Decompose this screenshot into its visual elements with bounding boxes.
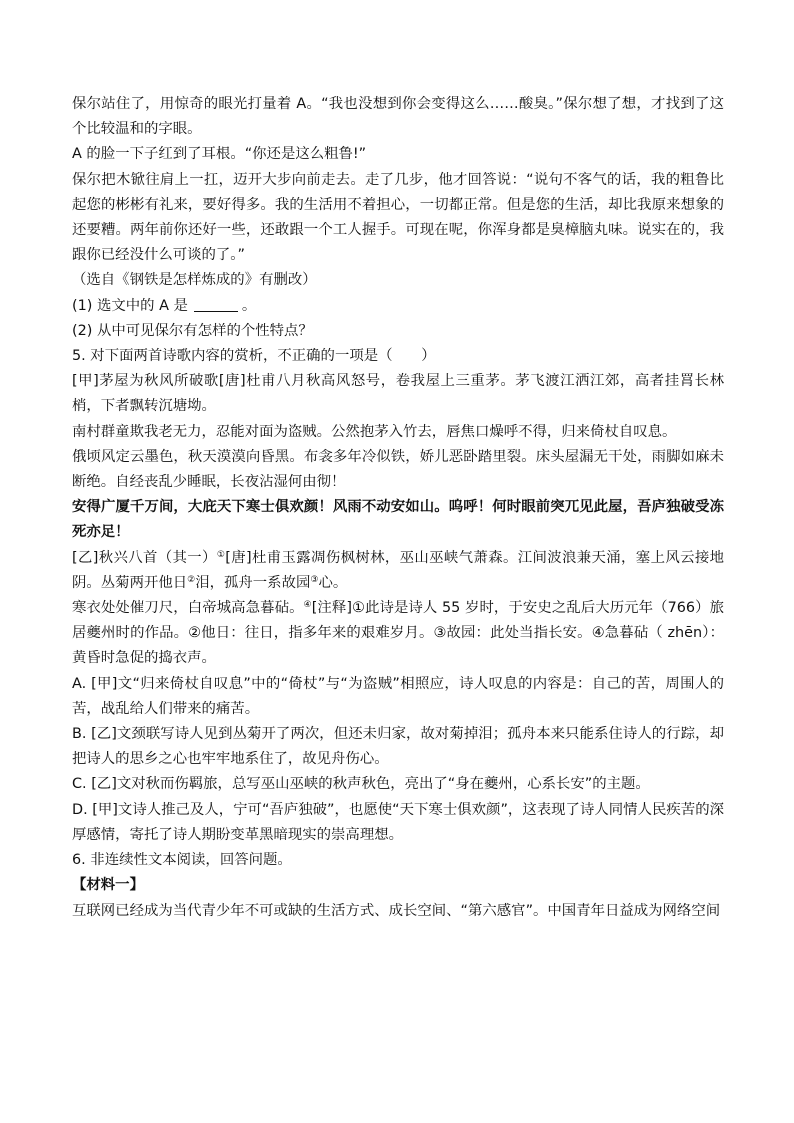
footnote-marker-1: ①: [216, 549, 226, 560]
question-4-part-1-suffix: 。: [241, 297, 257, 314]
option-b: B. [乙]文颈联写诗人见到丛菊开了两次，但还未归家，故对菊掉泪；孤舟本来只能系住诗人的行踪，却把诗人的思乡之心也牢牢地系住了，故见舟伤心。: [72, 726, 724, 768]
footnote-marker-4: ④: [303, 600, 312, 611]
document-body: [72, 92, 724, 924]
poem-jia-line-4: 安得广厦千万间，大庇天下寒士俱欢颜！风雨不动安如山。呜呼！何时眼前突兀见此屋，吾庐独破受冻死亦足！: [72, 499, 724, 541]
passage-paragraph-1: 保尔站住了，用惊奇的眼光打量着 A。“我也没想到你会变得这么……酸臭。”保尔想了想，才找到了这个比较温和的字眼。: [72, 96, 724, 138]
material-1-text: 互联网已经成为当代青少年不可或缺的生活方式、成长空间、“第六感官”。中国青年日益成为网络空间: [72, 902, 721, 919]
question-4-part-1-prefix: (1) 选文中的 A 是: [72, 297, 188, 314]
poem-yi-last-line-and-notes: [72, 596, 724, 672]
poem-jia-line-1: [甲]茅屋为秋风所破歌[唐]杜甫八月秋高风怒号，卷我屋上三重茅。茅飞渡江洒江郊，高者挂罥长林梢，下者飘转沉塘坳。: [72, 373, 724, 415]
poem-jia-line-2: 南村群童欺我老无力，忍能对面为盗贼。公然抱茅入竹去，唇焦口燥呼不得，归来倚杖自叹息。: [72, 423, 677, 440]
poem-yi-body-end: 心。: [318, 574, 348, 591]
question-4-part-1: [72, 294, 724, 319]
poem-yi-body: [唐]杜甫玉露凋伤枫树林，巫山巫峡气萧森。江间波浪兼天涌，塞上风云接地阴。丛菊两开他日: [72, 549, 725, 591]
poem-yi-body-cont: 泪，孤舟一系故园: [195, 574, 311, 591]
passage-source: （选自《钢铁是怎样炼成的》有删改）: [72, 272, 317, 289]
poem-jia-line-3: 俄顷风定云墨色，秋天漠漠向昏黑。布衾多年冷似铁，娇儿恶卧踏里裂。床头屋漏无干处，雨脚如麻未断绝。自经丧乱少睡眠，长夜沾湿何由彻！: [72, 448, 724, 491]
footnote-marker-3: ③: [310, 574, 319, 585]
passage-paragraph-2: A 的脸一下子红到了耳根。“你还是这么粗鲁!”: [72, 146, 367, 163]
material-1-heading: 【材料一】: [72, 877, 144, 894]
poem-yi-text: [72, 546, 724, 596]
question-4-part-2: (2) 从中可见保尔有怎样的个性特点？: [72, 322, 313, 339]
option-c: C. [乙]文对秋而伤羁旅，总写巫山巫峡的秋声秋色，亮出了“身在夔州，心系长安”的主题。: [72, 776, 650, 793]
option-a: A. [甲]文“归来倚杖自叹息”中的“倚杖”与“为盗贼”相照应，诗人叹息的内容是：自己的苦，周围人的苦，战乱给人们带来的痛苦。: [72, 675, 724, 717]
poem-yi-last-line: 寒衣处处催刀尺，白帝城高急暮砧。: [72, 600, 304, 617]
footnote-marker-2: ②: [187, 574, 196, 585]
question-5-stem: 5. 对下面两首诗歌内容的赏析，不正确的一项是（ ）: [72, 348, 436, 365]
question-6-stem: 6. 非连续性文本阅读，回答问题。: [72, 852, 292, 869]
answer-blank: [194, 297, 238, 312]
option-d: D. [甲]文诗人推己及人，宁可“吾庐独破”，也愿使“天下寒士俱欢颜”，这表现了诗人同情人民疾苦的深厚感情，寄托了诗人期盼变革黑暗现实的崇高理想。: [72, 801, 724, 843]
poem-yi-title: [乙]秋兴八首（其一）: [72, 549, 217, 566]
passage-paragraph-3: 保尔把木锨往肩上一扛，迈开大步向前走去。走了几步，他才回答说：“说句不客气的话，我的粗鲁比起您的彬彬有礼来，要好得多。我的生活用不着担心，一切都正常。但是您的生活，却比我原来想象的还要糟。两年前你还好一些，还敢跟一个工人握手。可现在呢，你浑身都是臭樟脑丸味。说实在的，我跟你已经没什么可谈的了。”: [72, 171, 724, 264]
poem-notes: [注释]①此诗是诗人 55 岁时，于安史之乱后大历元年（766）旅居夔州时的作品。②他日：往日，指多年来的艰难岁月。③故园：此处当指长安。④急暮砧（ zhēn）：黄昏时急促的捣衣声。: [72, 600, 724, 667]
